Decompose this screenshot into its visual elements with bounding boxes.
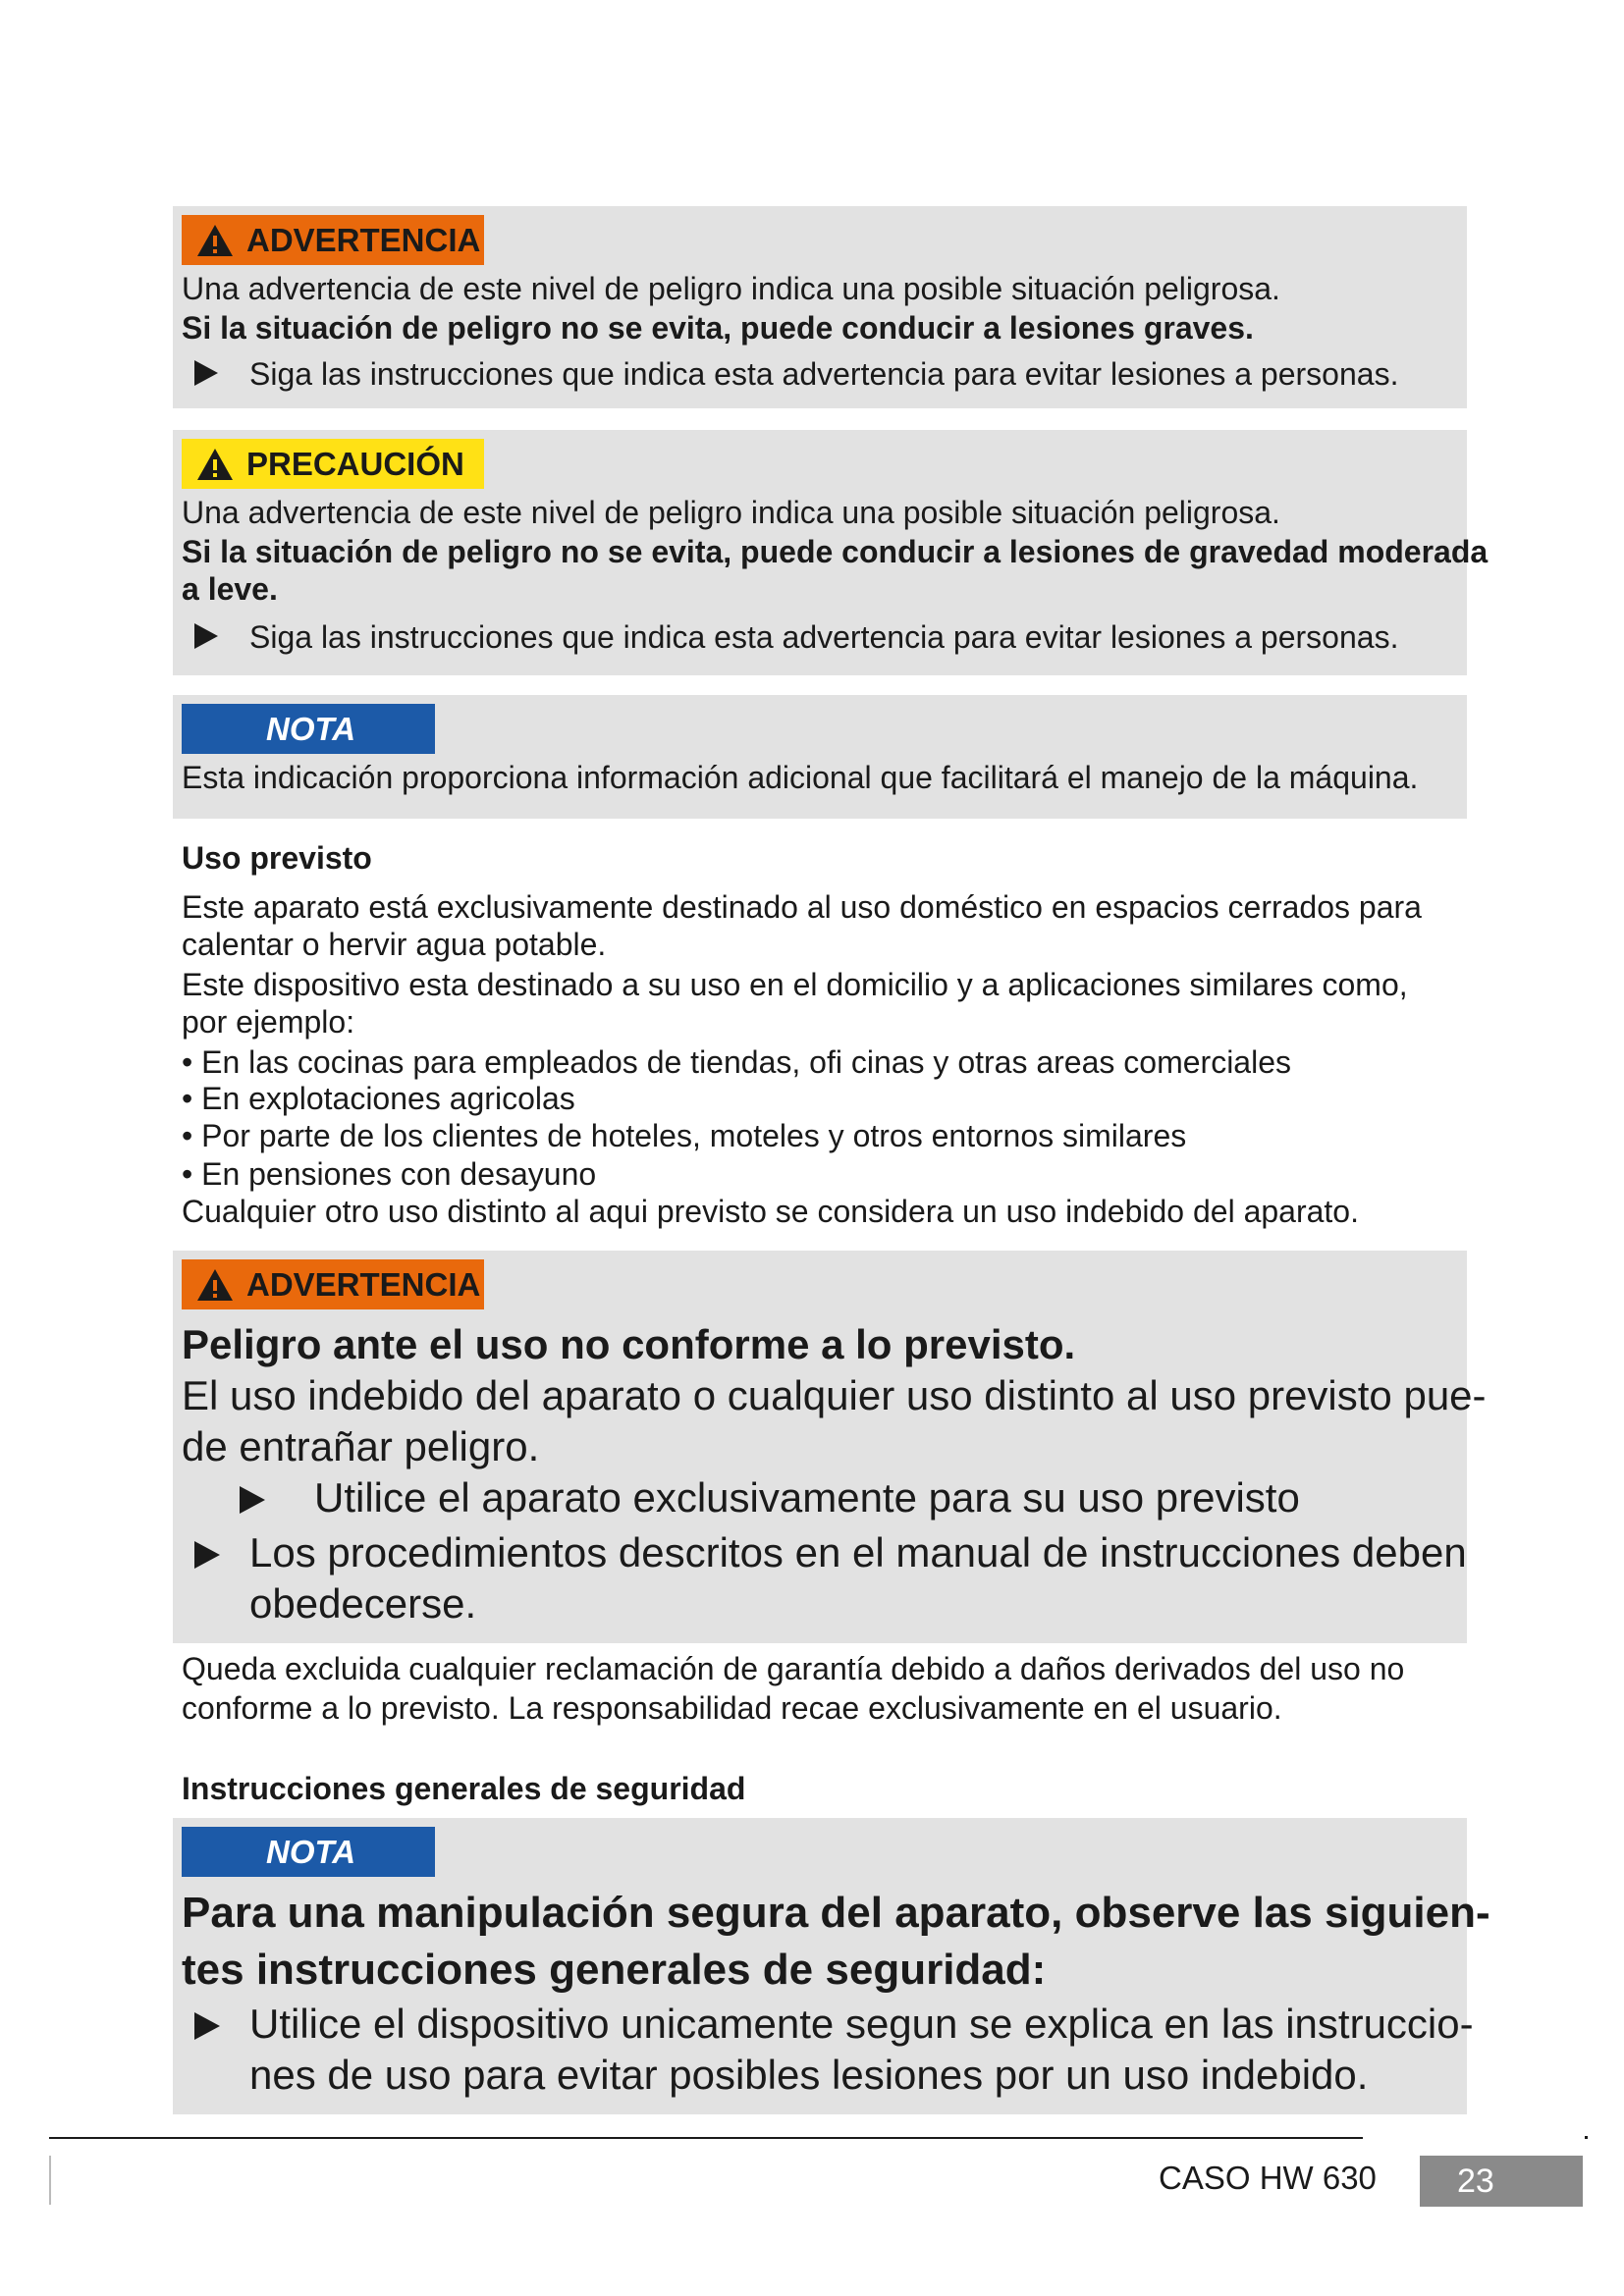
section-heading-uso-previsto: Uso previsto	[182, 840, 372, 876]
warning-box-large	[173, 1251, 1487, 1643]
warning-instruction-cont: obedecerse.	[249, 1580, 477, 1627]
bullet-arrow-icon	[194, 623, 218, 649]
note-title-cont: tes instrucciones generales de seguridad:	[182, 1946, 1047, 1994]
bullet-arrow-icon	[194, 1541, 220, 1569]
list-item: • En las cocinas para empleados de tiendas, ofi cinas y otras areas comerciales	[182, 1044, 1291, 1080]
warning-title: Peligro ante el uso no conforme a lo previsto.	[182, 1321, 1076, 1367]
caution-text: Una advertencia de este nivel de peligro indica una posible situación peligrosa.	[182, 495, 1280, 530]
caution-tag-label: PRECAUCIÓN	[246, 445, 464, 482]
warning-box	[173, 206, 1467, 408]
paragraph-line: Este dispositivo esta destinado a su uso en el domicilio y a aplicaciones similares como,	[182, 967, 1408, 1002]
footer-page-number	[1420, 2156, 1583, 2207]
warning-tag-label: ADVERTENCIA	[246, 221, 481, 258]
warning-text-bold: Si la situación de peligro no se evita, puede conducir a lesiones graves.	[182, 310, 1254, 346]
warning-instruction: Utilice el aparato exclusivamente para su uso previsto	[314, 1474, 1300, 1521]
warning-instruction: Los procedimientos descritos en el manual de instrucciones deben	[249, 1529, 1467, 1575]
list-item: • En explotaciones agricolas	[182, 1081, 575, 1116]
paragraph-line: Queda excluida cualquier reclamación de garantía debido a daños derivados del uso no	[182, 1651, 1405, 1686]
bullet-arrow-icon	[194, 2012, 220, 2040]
caution-box	[173, 430, 1489, 675]
note-tag	[182, 1827, 435, 1877]
caution-text-bold-cont: a leve.	[182, 571, 278, 607]
footer-rule	[49, 2137, 1363, 2139]
note-instruction: Utilice el dispositivo unicamente segun se explica en las instruccio-	[249, 2001, 1474, 2047]
paragraph-line: conforme a lo previsto. La responsabilidad recae exclusivamente en el usuario.	[182, 1690, 1282, 1726]
paragraph-line: calentar o hervir agua potable.	[182, 927, 607, 962]
list-item: • Por parte de los clientes de hoteles, moteles y otros entornos similares	[182, 1118, 1187, 1153]
caution-tag	[182, 439, 484, 489]
bullet-arrow-icon	[240, 1486, 265, 1514]
list-item: • En pensiones con desayuno	[182, 1156, 597, 1192]
bullet-arrow-icon	[194, 360, 218, 386]
note-tag-label: NOTA	[266, 710, 356, 747]
warning-body: El uso indebido del aparato o cualquier uso distinto al uso previsto pue-	[182, 1372, 1487, 1418]
footer-left-tick	[49, 2156, 51, 2205]
note-tag	[182, 704, 435, 754]
note-title: Para una manipulación segura del aparato, observe las siguien-	[182, 1889, 1490, 1937]
caution-text-bold: Si la situación de peligro no se evita, puede conducir a lesiones de gravedad moderada	[182, 534, 1489, 569]
warning-triangle-icon	[195, 447, 235, 482]
warning-tag	[182, 1259, 484, 1309]
warning-text: Una advertencia de este nivel de peligro indica una posible situación peligrosa.	[182, 271, 1280, 306]
note-tag-label: NOTA	[266, 1833, 356, 1870]
note-instruction-cont: nes de uso para evitar posibles lesiones por un uso indebido.	[249, 2052, 1369, 2098]
note-box-large	[173, 1818, 1490, 2114]
warning-tag-label: ADVERTENCIA	[246, 1265, 481, 1303]
caution-instruction: Siga las instrucciones que indica esta advertencia para evitar lesiones a personas.	[249, 619, 1399, 655]
footer-product-name: CASO HW 630	[1159, 2160, 1377, 2196]
paragraph-line: por ejemplo:	[182, 1004, 355, 1040]
page-number-label: 23	[1457, 2162, 1494, 2200]
warning-tag	[182, 215, 484, 265]
paragraph-line: Este aparato está exclusivamente destinado al uso doméstico en espacios cerrados para	[182, 889, 1422, 925]
warning-triangle-icon	[195, 223, 235, 258]
note-box	[173, 695, 1467, 819]
warning-instruction: Siga las instrucciones que indica esta advertencia para evitar lesiones a personas.	[249, 356, 1399, 392]
section-heading-seguridad: Instrucciones generales de seguridad	[182, 1771, 746, 1806]
paragraph-line: Cualquier otro uso distinto al aqui previsto se considera un uso indebido del aparato.	[182, 1194, 1359, 1229]
footer-right-dot	[1585, 2136, 1588, 2139]
warning-body-cont: de entrañar peligro.	[182, 1423, 540, 1469]
warning-triangle-icon	[195, 1267, 235, 1303]
note-text: Esta indicación proporciona información adicional que facilitará el manejo de la máquina.	[182, 760, 1419, 795]
